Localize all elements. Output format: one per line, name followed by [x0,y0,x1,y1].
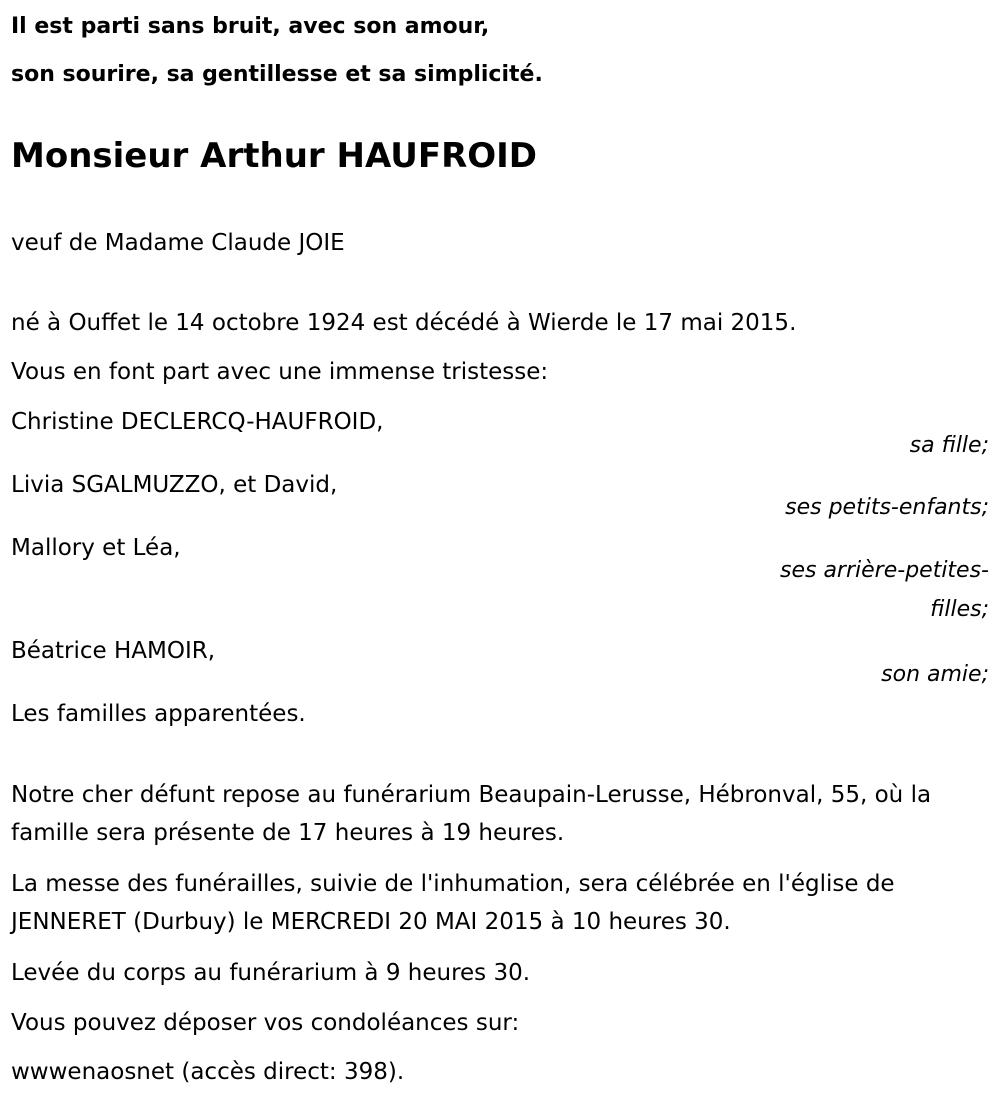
family-member-relation: sa fille; [909,433,989,458]
condolences-line: Vous pouvez déposer vos condoléances sur: [11,1010,520,1036]
funerarium-paragraph: Notre cher défunt repose au funérarium Beaupain-Lerusse, Hébronval, 55, où la famille sera présente de 17 heures à 19 heures. [11,782,932,846]
family-member-relation: ses petits-enfants; [785,495,989,520]
deceased-name: Monsieur Arthur HAUFROID [11,136,538,176]
family-member-name: Béatrice HAMOIR, [11,638,216,664]
widower-line: veuf de Madame Claude JOIE [11,230,345,256]
related-families-line: Les familles apparentées. [11,701,306,727]
intro-line-2: son sourire, sa gentillesse et sa simplicité. [11,62,543,87]
website-line: wwwenaosnet (accès direct: 398). [11,1059,405,1085]
levee-line: Levée du corps au funérarium à 9 heures 30. [11,960,531,986]
family-member-relation: son amie; [881,662,989,687]
family-member-name: Christine DECLERCQ-HAUFROID, [11,409,384,435]
mass-paragraph: La messe des funérailles, suivie de l'inhumation, sera célébrée en l'église de JENNERET (Durbuy) le MERCREDI 20 MAI 2015 à 10 heures 30. [11,871,895,935]
obituary-notice [11,0,991,1107]
birth-death-line: né à Ouffet le 14 octobre 1924 est décédé à Wierde le 17 mai 2015. [11,310,797,336]
family-member-relation: ses arrière-petites- [780,558,989,583]
intro-line-1: Il est parti sans bruit, avec son amour, [11,14,490,39]
family-member-name: Mallory et Léa, [11,535,181,561]
announcement-line: Vous en font part avec une immense tristesse: [11,359,549,385]
family-member-relation-continued: filles; [930,597,989,622]
family-member-name: Livia SGALMUZZO, et David, [11,472,338,498]
